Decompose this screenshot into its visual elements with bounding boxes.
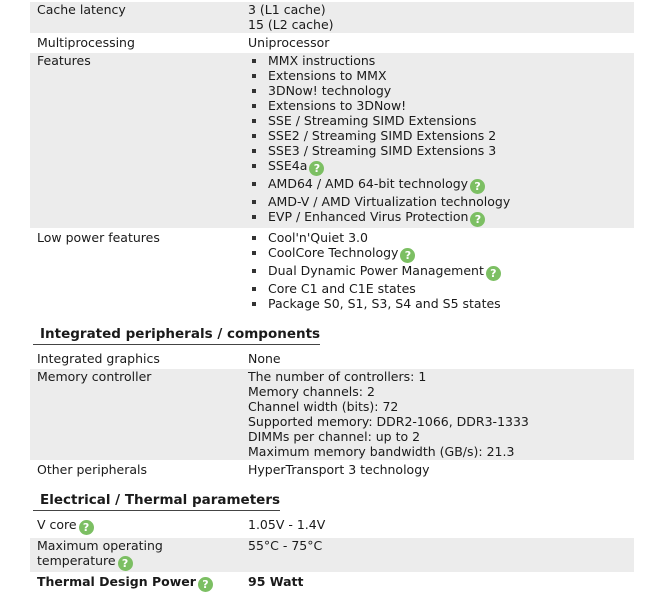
max-temp-label <box>30 538 241 572</box>
row-multiprocessing <box>30 35 634 51</box>
feature-text: Core C1 and C1E states <box>268 281 416 296</box>
list-item <box>249 230 634 245</box>
row-other-peripherals <box>30 462 634 478</box>
cache-latency-value <box>241 2 634 33</box>
tdp-label <box>30 574 241 593</box>
cache-l2-value: 15 (L2 cache) <box>248 17 334 32</box>
spec-page <box>30 0 634 595</box>
list-item <box>249 53 634 68</box>
row-tdp <box>30 574 634 593</box>
feature-text: Package S0, S1, S3, S4 and S5 states <box>268 296 501 311</box>
feature-text: Cool'n'Quiet 3.0 <box>268 230 368 245</box>
spec-table-integrated <box>30 349 634 480</box>
help-icon[interactable]: ? <box>118 556 133 571</box>
integrated-graphics-label: Integrated graphics <box>37 351 160 366</box>
section-title-integrated: Integrated peripherals / components <box>33 326 320 345</box>
row-max-temp <box>30 538 634 572</box>
feature-text: Extensions to MMX <box>268 68 387 83</box>
row-v-core <box>30 517 634 536</box>
list-item <box>249 68 634 83</box>
multiprocessing-label: Multiprocessing <box>37 35 135 50</box>
feature-text: CoolCore Technology <box>268 245 399 260</box>
help-icon[interactable]: ? <box>79 520 94 535</box>
tdp-label-text: Thermal Design Power <box>37 574 196 589</box>
list-item <box>249 83 634 98</box>
list-item <box>249 296 634 311</box>
section-title-electrical: Electrical / Thermal parameters <box>33 492 280 511</box>
list-item <box>249 158 634 176</box>
list-item <box>249 128 634 143</box>
row-memory-controller <box>30 369 634 460</box>
memory-line: DIMMs per channel: up to 2 <box>248 429 421 444</box>
row-features <box>30 53 634 228</box>
v-core-label-text: V core <box>37 517 77 532</box>
list-item <box>249 281 634 296</box>
features-list <box>248 53 634 227</box>
max-temp-label-text: temperature <box>37 553 116 568</box>
multiprocessing-value: Uniprocessor <box>248 35 330 50</box>
help-icon[interactable]: ? <box>309 161 324 176</box>
help-icon[interactable]: ? <box>400 248 415 263</box>
max-temp-label-line2 <box>37 553 241 571</box>
feature-text: AMD64 / AMD 64-bit technology <box>268 176 469 191</box>
other-peripherals-value: HyperTransport 3 technology <box>248 462 430 477</box>
feature-text: MMX instructions <box>268 53 376 68</box>
v-core-label <box>30 517 241 536</box>
feature-text: SSE4a <box>268 158 308 173</box>
low-power-label: Low power features <box>37 230 160 245</box>
list-item <box>249 209 634 227</box>
feature-text: Extensions to 3DNow! <box>268 98 407 113</box>
help-icon[interactable]: ? <box>486 266 501 281</box>
features-value <box>241 53 634 228</box>
other-peripherals-label: Other peripherals <box>37 462 148 477</box>
features-label: Features <box>30 53 241 228</box>
feature-text: Dual Dynamic Power Management <box>268 263 484 278</box>
memory-controller-value <box>241 369 634 460</box>
list-item <box>249 113 634 128</box>
tdp-value: 95 Watt <box>248 574 304 589</box>
list-item <box>249 263 634 281</box>
help-icon[interactable]: ? <box>470 179 485 194</box>
spec-table-electrical <box>30 515 634 595</box>
feature-text: 3DNow! technology <box>268 83 392 98</box>
max-temp-value: 55°C - 75°C <box>241 538 634 572</box>
row-cache-latency <box>30 2 634 33</box>
row-integrated-graphics <box>30 351 634 367</box>
feature-text: SSE2 / Streaming SIMD Extensions 2 <box>268 128 497 143</box>
max-temp-label-line1: Maximum operating <box>37 538 163 553</box>
help-icon[interactable]: ? <box>470 212 485 227</box>
memory-line: The number of controllers: 1 <box>248 369 427 384</box>
memory-line: Memory channels: 2 <box>248 384 375 399</box>
feature-text: EVP / Enhanced Virus Protection <box>268 209 469 224</box>
memory-line: Channel width (bits): 72 <box>248 399 399 414</box>
low-power-list <box>248 230 634 311</box>
integrated-graphics-value: None <box>248 351 281 366</box>
list-item <box>249 245 634 263</box>
memory-line: Supported memory: DDR2-1066, DDR3-1333 <box>248 414 529 429</box>
list-item <box>249 98 634 113</box>
memory-line: Maximum memory bandwidth (GB/s): 21.3 <box>248 444 515 459</box>
list-item <box>249 143 634 158</box>
feature-text: AMD-V / AMD Virtualization technology <box>268 194 511 209</box>
row-low-power <box>30 230 634 312</box>
cache-latency-label: Cache latency <box>30 2 241 33</box>
feature-text: SSE / Streaming SIMD Extensions <box>268 113 477 128</box>
feature-text: SSE3 / Streaming SIMD Extensions 3 <box>268 143 497 158</box>
memory-controller-label: Memory controller <box>30 369 241 460</box>
v-core-value: 1.05V - 1.4V <box>248 517 326 532</box>
low-power-value <box>241 230 634 312</box>
list-item <box>249 194 634 209</box>
spec-table-general <box>30 0 634 314</box>
cache-l1-value: 3 (L1 cache) <box>248 2 326 17</box>
list-item <box>249 176 634 194</box>
help-icon[interactable]: ? <box>198 577 213 592</box>
